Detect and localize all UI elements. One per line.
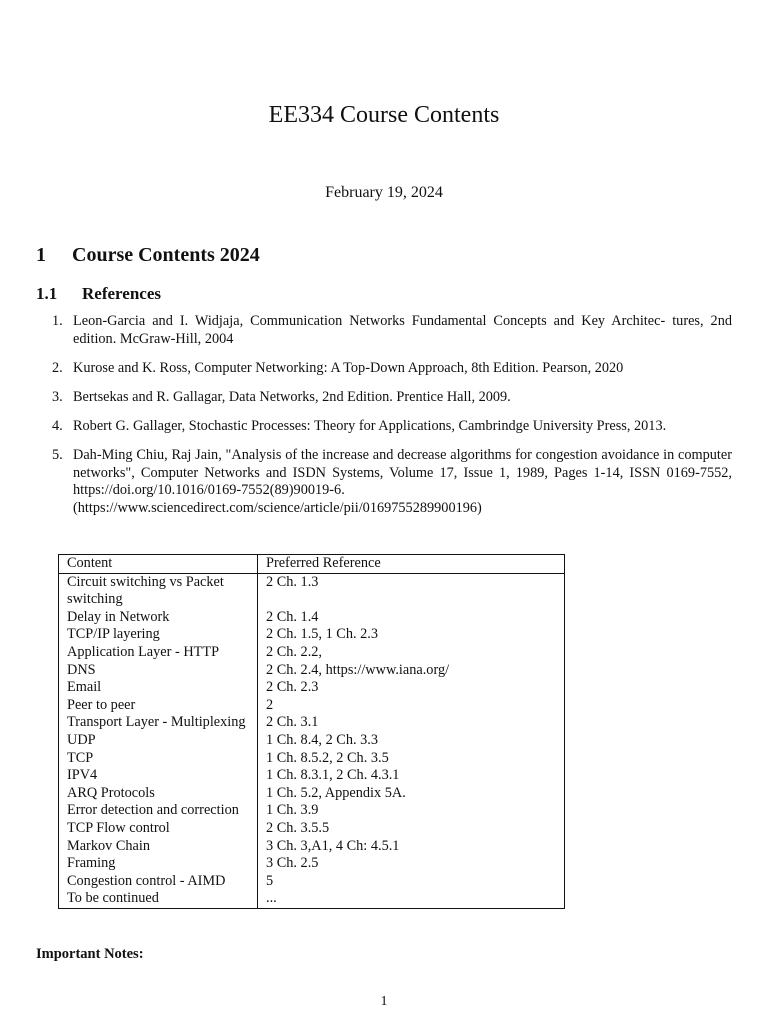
table-cell: TCP	[59, 750, 258, 768]
table-cell: 2	[258, 697, 565, 715]
section-number: 1	[36, 244, 46, 266]
reference-item	[36, 360, 732, 378]
table-row	[59, 838, 565, 856]
table-row	[59, 626, 565, 644]
reference-text: Bertsekas and R. Gallagar, Data Networks, 2nd Edition. Prentice Hall, 2009.	[73, 388, 511, 405]
document-title: EE334 Course Contents	[268, 102, 500, 128]
table-cell: UDP	[59, 732, 258, 750]
reference-text: Dah-Ming Chiu, Raj Jain, "Analysis of the increase and decrease algorithms for congestion avoidance in computer networks", Computer Networks and ISDN Systems, Volume 17, Issue 1, 1989, Pages 1-14, ISSN 0169-7552, https://doi.org/10.1016/0169-7552(89)90019-6. (https://www.sciencedirect.com/science/article/pii/0169755289900196)	[73, 446, 732, 516]
reference-index: 4.	[52, 417, 63, 434]
subsection-heading	[36, 284, 161, 304]
table-row	[59, 767, 565, 785]
table-cell: 1 Ch. 8.5.2, 2 Ch. 3.5	[258, 750, 565, 768]
reference-text: Kurose and K. Ross, Computer Networking: A Top-Down Approach, 8th Edition. Pearson, 2020	[73, 359, 624, 376]
table-row	[59, 785, 565, 803]
table-cell: Error detection and correction	[59, 802, 258, 820]
table-cell: Markov Chain	[59, 838, 258, 856]
table-row	[59, 662, 565, 680]
table-cell: To be continued	[59, 890, 258, 908]
reference-item	[36, 389, 732, 407]
table-row	[59, 573, 565, 609]
table-row	[59, 802, 565, 820]
reference-index: 3.	[52, 388, 63, 405]
table-row	[59, 609, 565, 627]
table-cell: Transport Layer - Multiplexing	[59, 714, 258, 732]
table-cell: IPV4	[59, 767, 258, 785]
table-row	[59, 732, 565, 750]
table-cell: 1 Ch. 8.4, 2 Ch. 3.3	[258, 732, 565, 750]
table-cell: ...	[258, 890, 565, 908]
table-cell: 2 Ch. 3.1	[258, 714, 565, 732]
reference-list	[36, 313, 732, 529]
table-cell: 5	[258, 873, 565, 891]
table-row	[59, 820, 565, 838]
subsection-title: References	[82, 284, 161, 303]
contents-table	[58, 554, 565, 909]
reference-index: 5.	[52, 446, 63, 463]
table-cell: 1 Ch. 3.9	[258, 802, 565, 820]
table-row	[59, 679, 565, 697]
section-heading	[36, 244, 260, 267]
reference-index: 2.	[52, 359, 63, 376]
document-date: February 19, 2024	[325, 184, 443, 201]
table-cell: Peer to peer	[59, 697, 258, 715]
table-cell: 2 Ch. 1.3	[258, 573, 565, 609]
section-title: Course Contents 2024	[72, 244, 260, 266]
table-cell: Application Layer - HTTP	[59, 644, 258, 662]
table-row	[59, 714, 565, 732]
reference-text: Robert G. Gallager, Stochastic Processes: Theory for Applications, Cambrindge University Press, 2013.	[73, 417, 667, 434]
subsection-number: 1.1	[36, 284, 58, 303]
reference-item	[36, 313, 732, 348]
table-cell: 2 Ch. 2.2,	[258, 644, 565, 662]
table-header-row	[59, 555, 565, 574]
table-cell: 1 Ch. 5.2, Appendix 5A.	[258, 785, 565, 803]
reference-text: Leon-Garcia and I. Widjaja, Communication Networks Fundamental Concepts and Key Architec- tures, 2nd edition. McGraw-Hill, 2004	[73, 313, 732, 347]
table-cell: Circuit switching vs Packet switching	[59, 573, 258, 609]
reference-item	[36, 418, 732, 436]
reference-item	[36, 447, 732, 517]
table-row	[59, 750, 565, 768]
table-cell: 2 Ch. 1.5, 1 Ch. 2.3	[258, 626, 565, 644]
table-row	[59, 855, 565, 873]
table-cell: Email	[59, 679, 258, 697]
table-row	[59, 644, 565, 662]
table-cell: 3 Ch. 3,A1, 4 Ch: 4.5.1	[258, 838, 565, 856]
table-cell: 2 Ch. 2.3	[258, 679, 565, 697]
table-cell: Framing	[59, 855, 258, 873]
table-cell: 2 Ch. 2.4, https://www.iana.org/	[258, 662, 565, 680]
table-row	[59, 890, 565, 908]
table-cell: 3 Ch. 2.5	[258, 855, 565, 873]
reference-index: 1.	[52, 313, 63, 329]
table-cell: Congestion control - AIMD	[59, 873, 258, 891]
table-cell: TCP Flow control	[59, 820, 258, 838]
table-cell: DNS	[59, 662, 258, 680]
table-cell: ARQ Protocols	[59, 785, 258, 803]
table-cell: TCP/IP layering	[59, 626, 258, 644]
table-row	[59, 873, 565, 891]
table-cell: 1 Ch. 8.3.1, 2 Ch. 4.3.1	[258, 767, 565, 785]
important-notes-heading: Important Notes:	[36, 946, 144, 962]
table-cell: Delay in Network	[59, 609, 258, 627]
column-header: Preferred Reference	[258, 555, 565, 574]
column-header: Content	[59, 555, 258, 574]
table-cell: 2 Ch. 3.5.5	[258, 820, 565, 838]
table-row	[59, 697, 565, 715]
page-number: 1	[380, 994, 388, 1009]
table-cell: 2 Ch. 1.4	[258, 609, 565, 627]
